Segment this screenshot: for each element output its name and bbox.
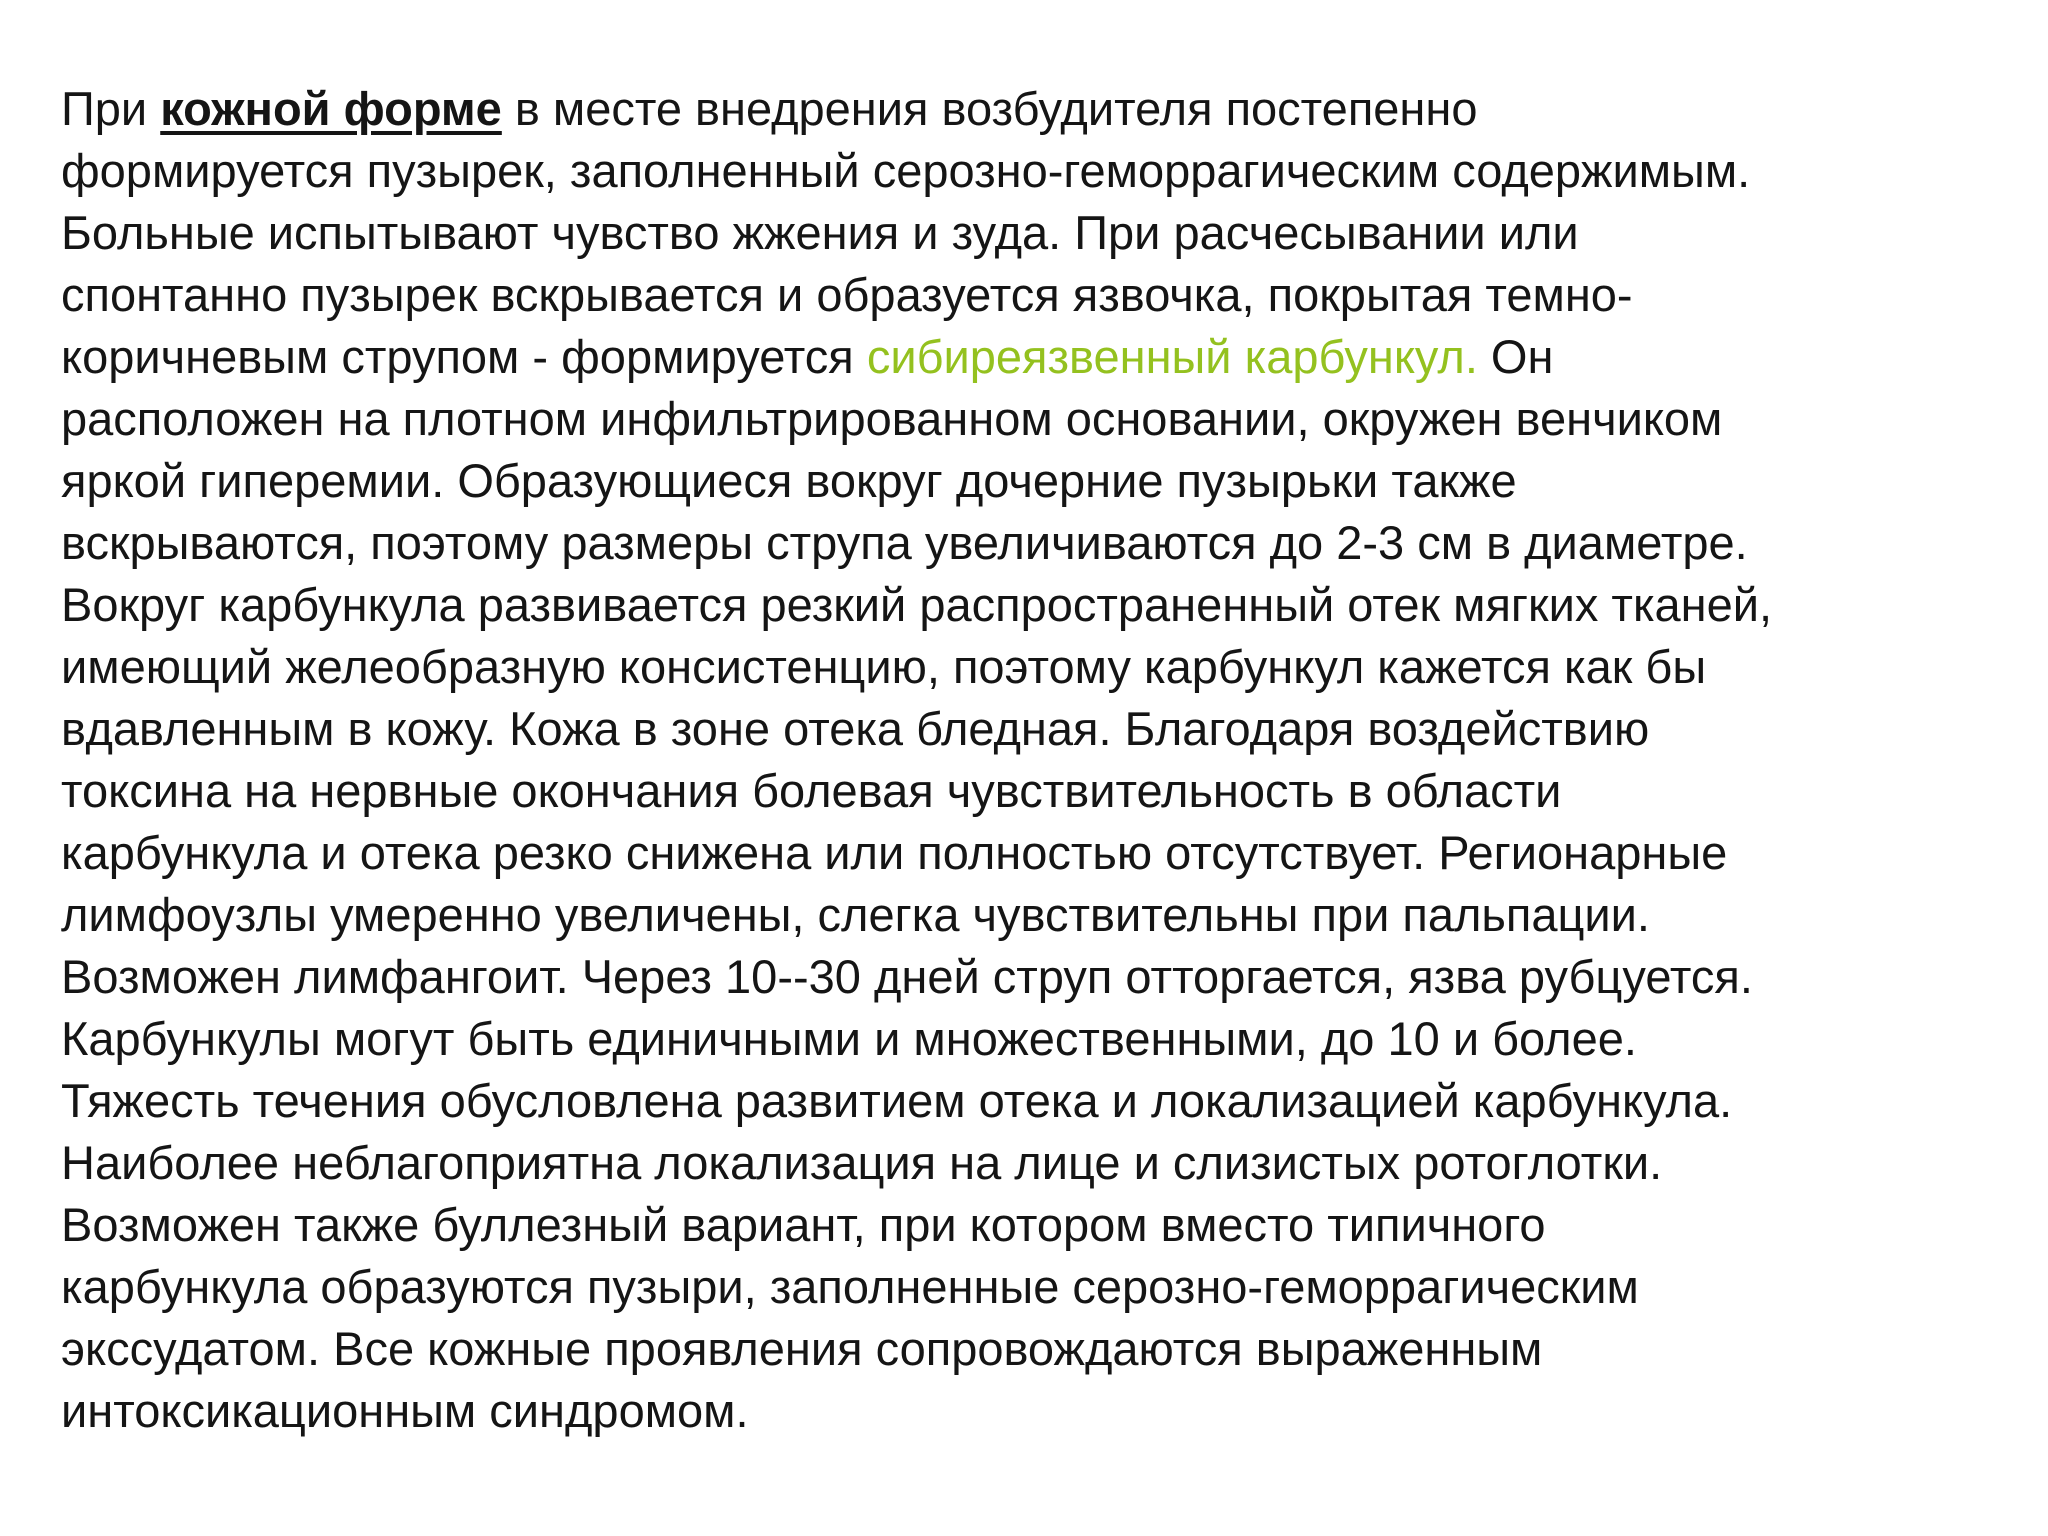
text-line: яркой гиперемии. Образующиеся вокруг дочерние пузырьки также (61, 454, 1517, 507)
text-run: коричневым струпом - формируется (61, 330, 867, 383)
text-line: карбункула образуются пузыри, заполненные серозно-геморрагическим (61, 1260, 1639, 1313)
text-line: интоксикационным синдромом. (61, 1384, 749, 1437)
highlighted-term: сибиреязвенный карбункул. (866, 330, 1478, 383)
text-line: токсина на нервные окончания болевая чувствительность в области (61, 764, 1562, 817)
text-line: Тяжесть течения обусловлена развитием отека и локализацией карбункула. (61, 1074, 1733, 1127)
body-text (61, 78, 2021, 1442)
text-line (61, 326, 2021, 388)
text-line: спонтанно пузырек вскрывается и образуется язвочка, покрытая темно- (61, 268, 1633, 321)
text-line: Вокруг карбункула развивается резкий распространенный отек мягких тканей, (61, 578, 1773, 631)
text-line: вдавленным в кожу. Кожа в зоне отека бледная. Благодаря воздействию (61, 702, 1650, 755)
text-line: расположен на плотном инфильтрированном основании, окружен венчиком (61, 392, 1723, 445)
text-line: лимфоузлы умеренно увеличены, слегка чувствительны при пальпации. (61, 888, 1650, 941)
text-line: вскрываются, поэтому размеры струпа увеличиваются до 2-3 см в диаметре. (61, 516, 1748, 569)
text-run: в месте внедрения возбудителя постепенно (501, 82, 1478, 135)
text-line: Наиболее неблагоприятна локализация на лице и слизистых ротоглотки. (61, 1136, 1663, 1189)
text-run: При (61, 82, 161, 135)
text-line: Больные испытывают чувство жжения и зуда. При расчесывании или (61, 206, 1579, 259)
text-line (61, 78, 2021, 140)
text-line: имеющий желеобразную консистенцию, поэтому карбункул кажется как бы (61, 640, 1707, 693)
text-line: Карбункулы могут быть единичными и множественными, до 10 и более. (61, 1012, 1637, 1065)
emphasized-term: кожной форме (160, 82, 502, 135)
text-run: Он (1477, 330, 1554, 383)
text-line: экссудатом. Все кожные проявления сопровождаются выраженным (61, 1322, 1543, 1375)
text-line: Возможен также буллезный вариант, при котором вместо типичного (61, 1198, 1546, 1251)
text-line: карбункула и отека резко снижена или полностью отсутствует. Регионарные (61, 826, 1728, 879)
text-line: формируется пузырек, заполненный серозно-геморрагическим содержимым. (61, 144, 1751, 197)
text-line: Возможен лимфангоит. Через 10--30 дней струп отторгается, язва рубцуется. (61, 950, 1753, 1003)
